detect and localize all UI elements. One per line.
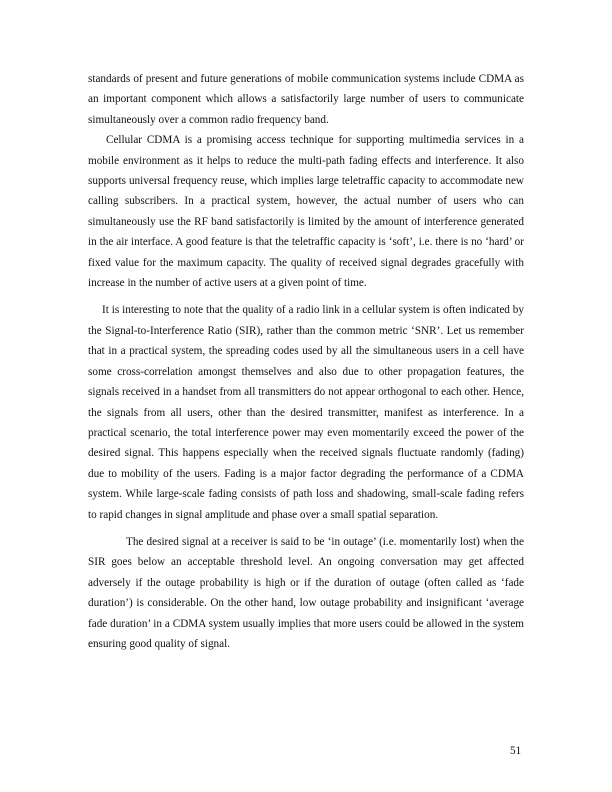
paragraph-outage: The desired signal at a receiver is said to be ‘in outage’ (i.e. momentarily lost) when the SIR goes below an acceptable threshold level. An ongoing conversation may get affected adversely if the outage probability is high or if the duration of outage (often called as ‘fade duration’) is considerable. On the other hand, low outage probability and insignificant ‘average fade duration’ in a CDMA system usually implies that more users could be allowed in the system ensuring good quality of signal.: [88, 535, 524, 650]
paragraph-cellular-cdma: Cellular CDMA is a promising access technique for supporting multimedia services in a mobile environment as it helps to reduce the multi-path fading effects and interference. It also supports universal frequency reuse, which implies large teletraffic capacity to accommodate new calling subscribers. In a practical system, however, the actual number of users who can simultaneously use the RF band satisfactorily is limited by the amount of interference generated in the air interface. A good feature is that the teletraffic capacity is ‘soft’, i.e. there is no ‘hard’ or fixed value for the maximum capacity. The quality of received signal degrades gracefully with increase in the number of active users at a given point of time.: [88, 134, 524, 290]
page-body: [88, 69, 524, 654]
paragraph-sir-quality: It is interesting to note that the quality of a radio link in a cellular system is often indicated by the Signal-to-Interference Ratio (SIR), rather than the common metric ‘SNR’. Let us remember that in a practical system, the spreading codes used by all the simultaneous users in a cell have some cross-correlation amongst themselves and also due to other propagation features, the signals received in a handset from all transmitters do not appear orthogonal to each other. Hence, the signals from all users, other than the desired transmitter, manifest as interference. In a practical scenario, the total interference power may even momentarily exceed the power of the desired signal. This happens especially when the received signals fluctuate randomly (fading) due to mobility of the users. Fading is a major factor degrading the performance of a CDMA system. While large-scale fading consists of path loss and shadowing, small-scale fading refers to rapid changes in signal amplitude and phase over a small spatial separation.: [88, 304, 524, 521]
page-number: 51: [510, 745, 522, 757]
paragraph-cdma-standards: standards of present and future generations of mobile communication systems include CDMA as an important component which allows a satisfactorily large number of users to communicate simultaneously over a common radio frequency band.: [88, 73, 524, 126]
